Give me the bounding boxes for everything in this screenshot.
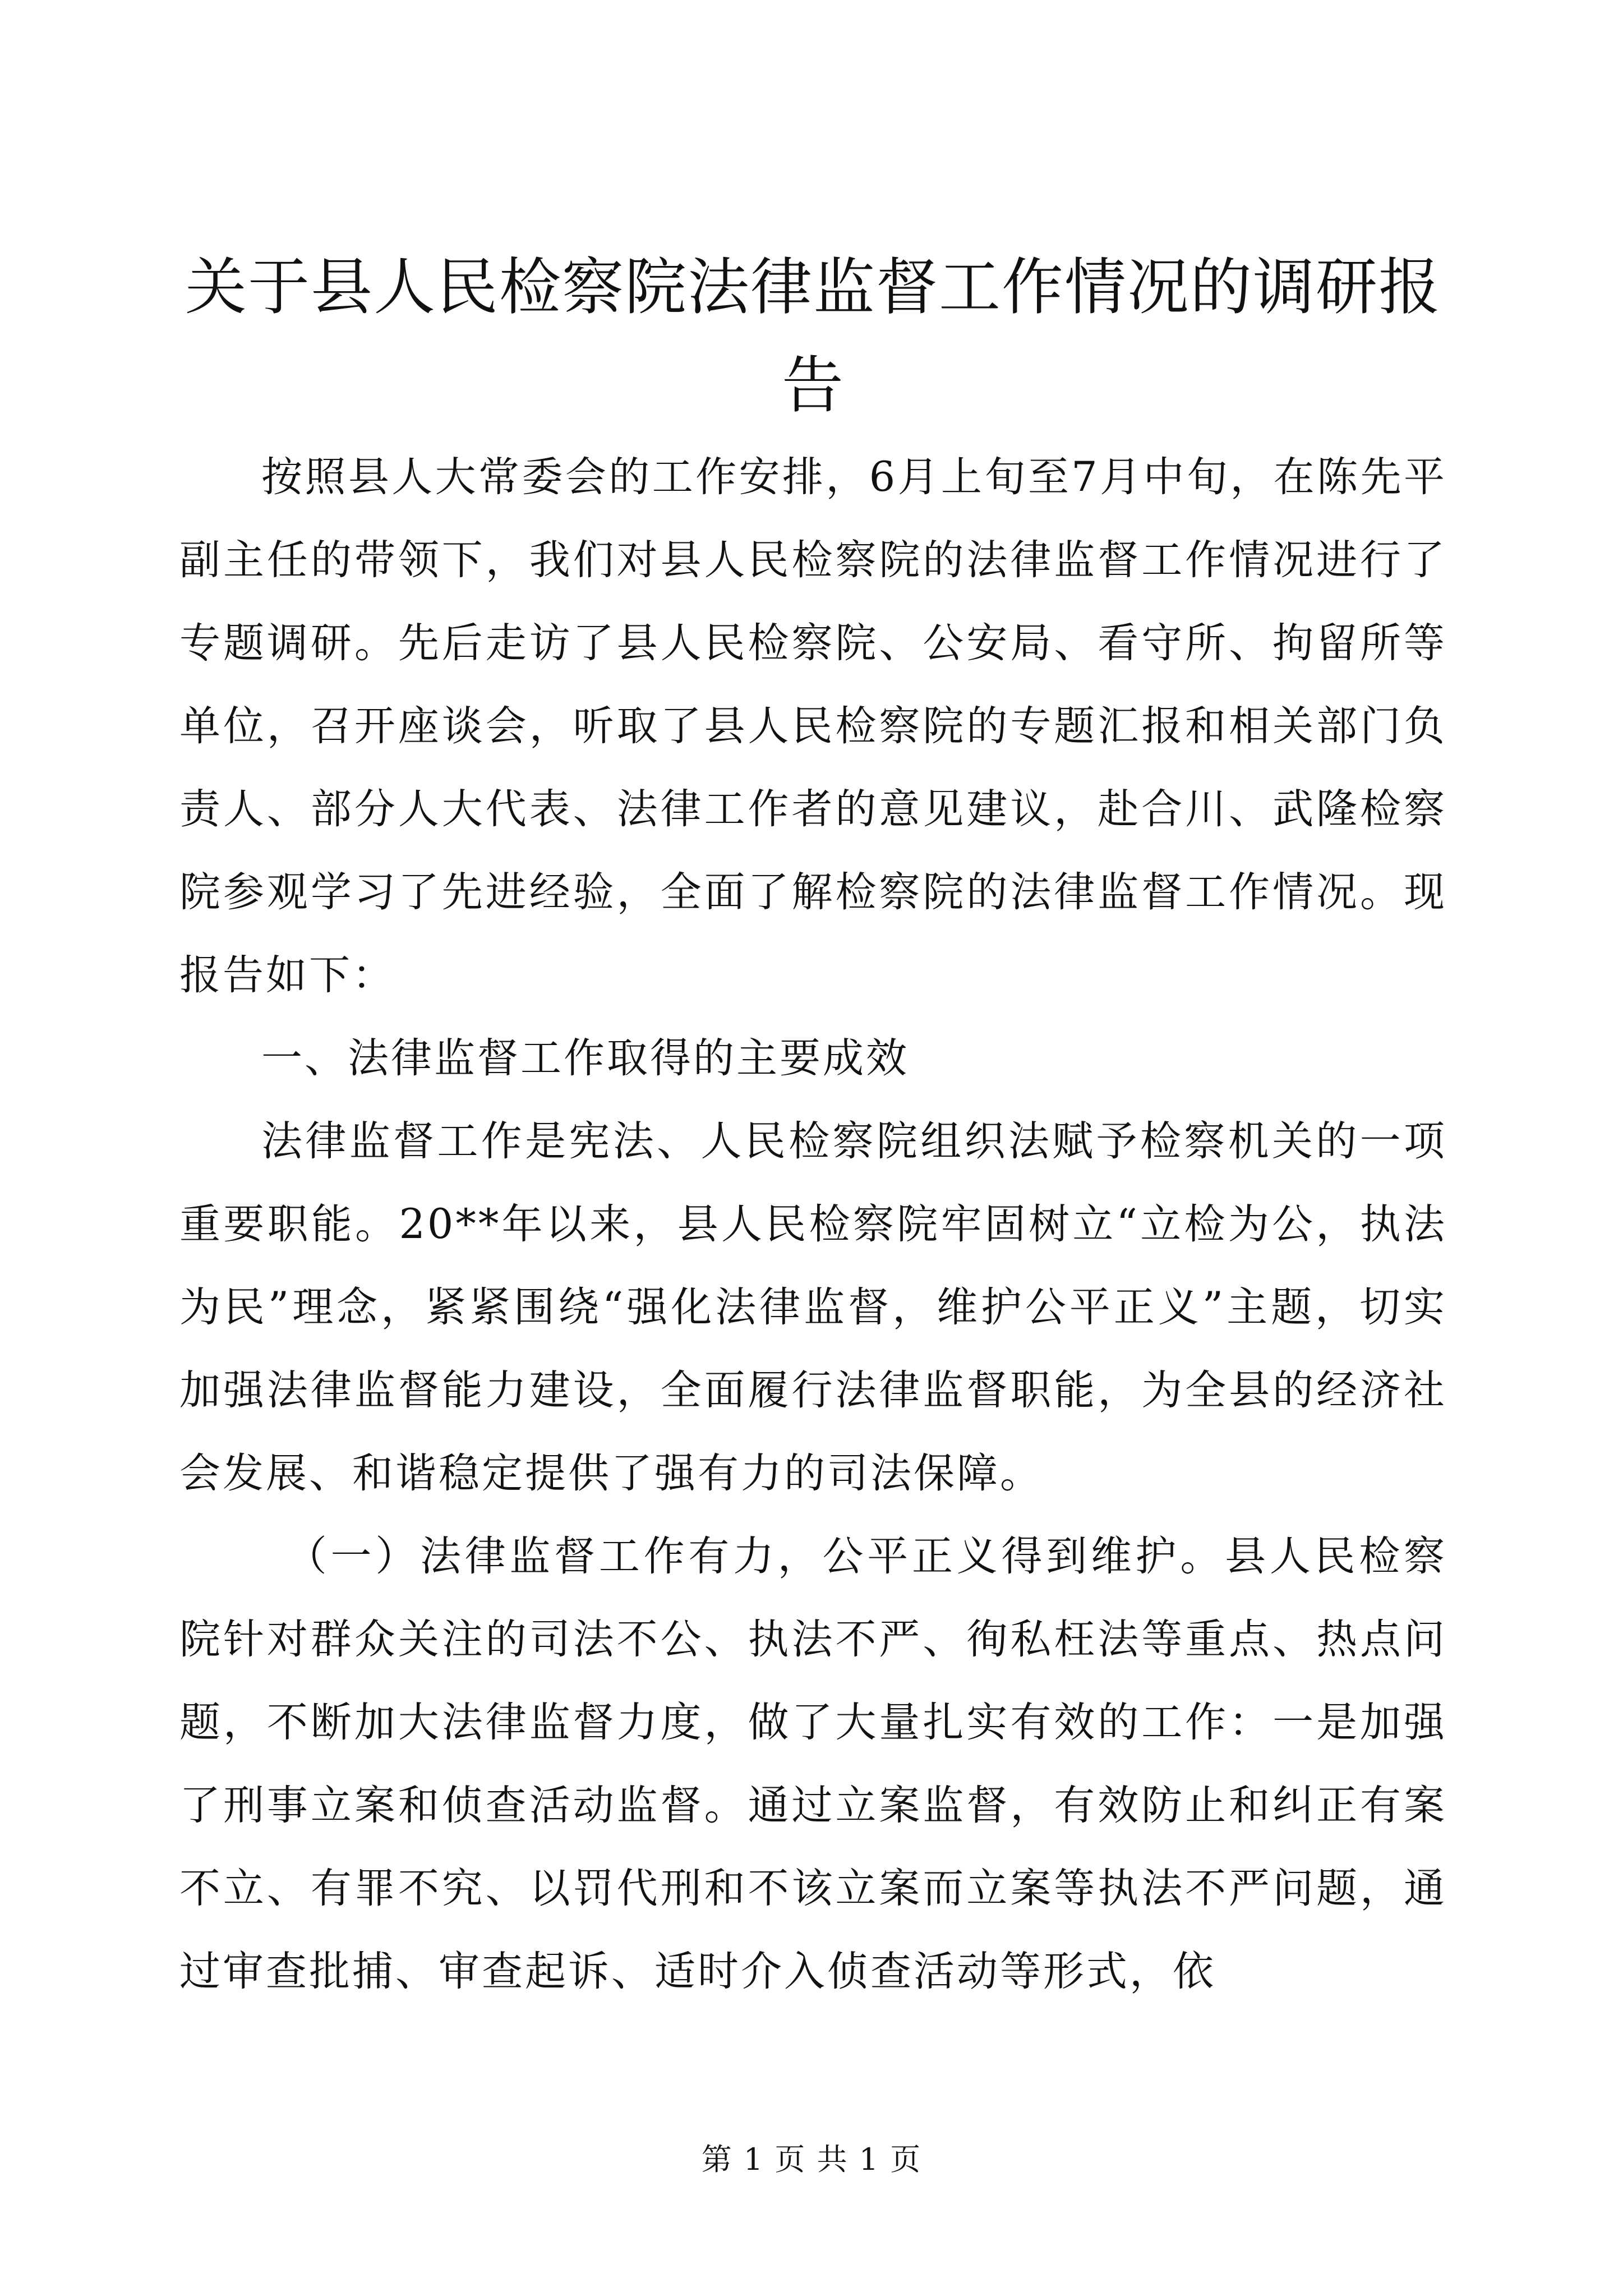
document-title: 关于县人民检察院法律监督工作情况的调研报告 (185, 251, 1441, 421)
subsection-paragraph: （一）法律监督工作有力，公平正义得到维护。县人民检察院针对群众关注的司法不公、执法不严、徇私枉法等重点、热点问题，不断加大法律监督力度，做了大量扎实有效的工作：一是加强了刑事立案和侦查活动监督。通过立案监督，有效防止和纠正有案不立、有罪不究、以罚代刑和不该立案而立案等执法不严问题，通过审查批捕、审查起诉、适时介入侦查活动等形式，依 (179, 1533, 1447, 1995)
intro-paragraph: 按照县人大常委会的工作安排，6月上旬至7月中旬，在陈先平副主任的带领下，我们对县人民检察院的法律监督工作情况进行了专题调研。先后走访了县人民检察院、公安局、看守所、拘留所等单位，召开座谈会，听取了县人民检察院的专题汇报和相关部门负责人、部分人大代表、法律工作者的意见建议，赴合川、武隆检察院参观学习了先进经验，全面了解检察院的法律监督工作情况。现报告如下： (179, 453, 1447, 999)
section-heading: 一、法律监督工作取得的主要成效 (261, 1034, 909, 1082)
page-number: 第 1 页 共 1 页 (701, 2142, 922, 2177)
document-body (179, 238, 1447, 2013)
body-paragraph: 法律监督工作是宪法、人民检察院组织法赋予检察机关的一项重要职能。20**年以来，县人民检察院牢固树立“立检为公，执法为民”理念，紧紧围绕“强化法律监督，维护公平正义”主题，切实加强法律监督能力建设，全面履行法律监督职能，为全县的经济社会发展、和谐稳定提供了强有力的司法保障。 (179, 1117, 1447, 1497)
